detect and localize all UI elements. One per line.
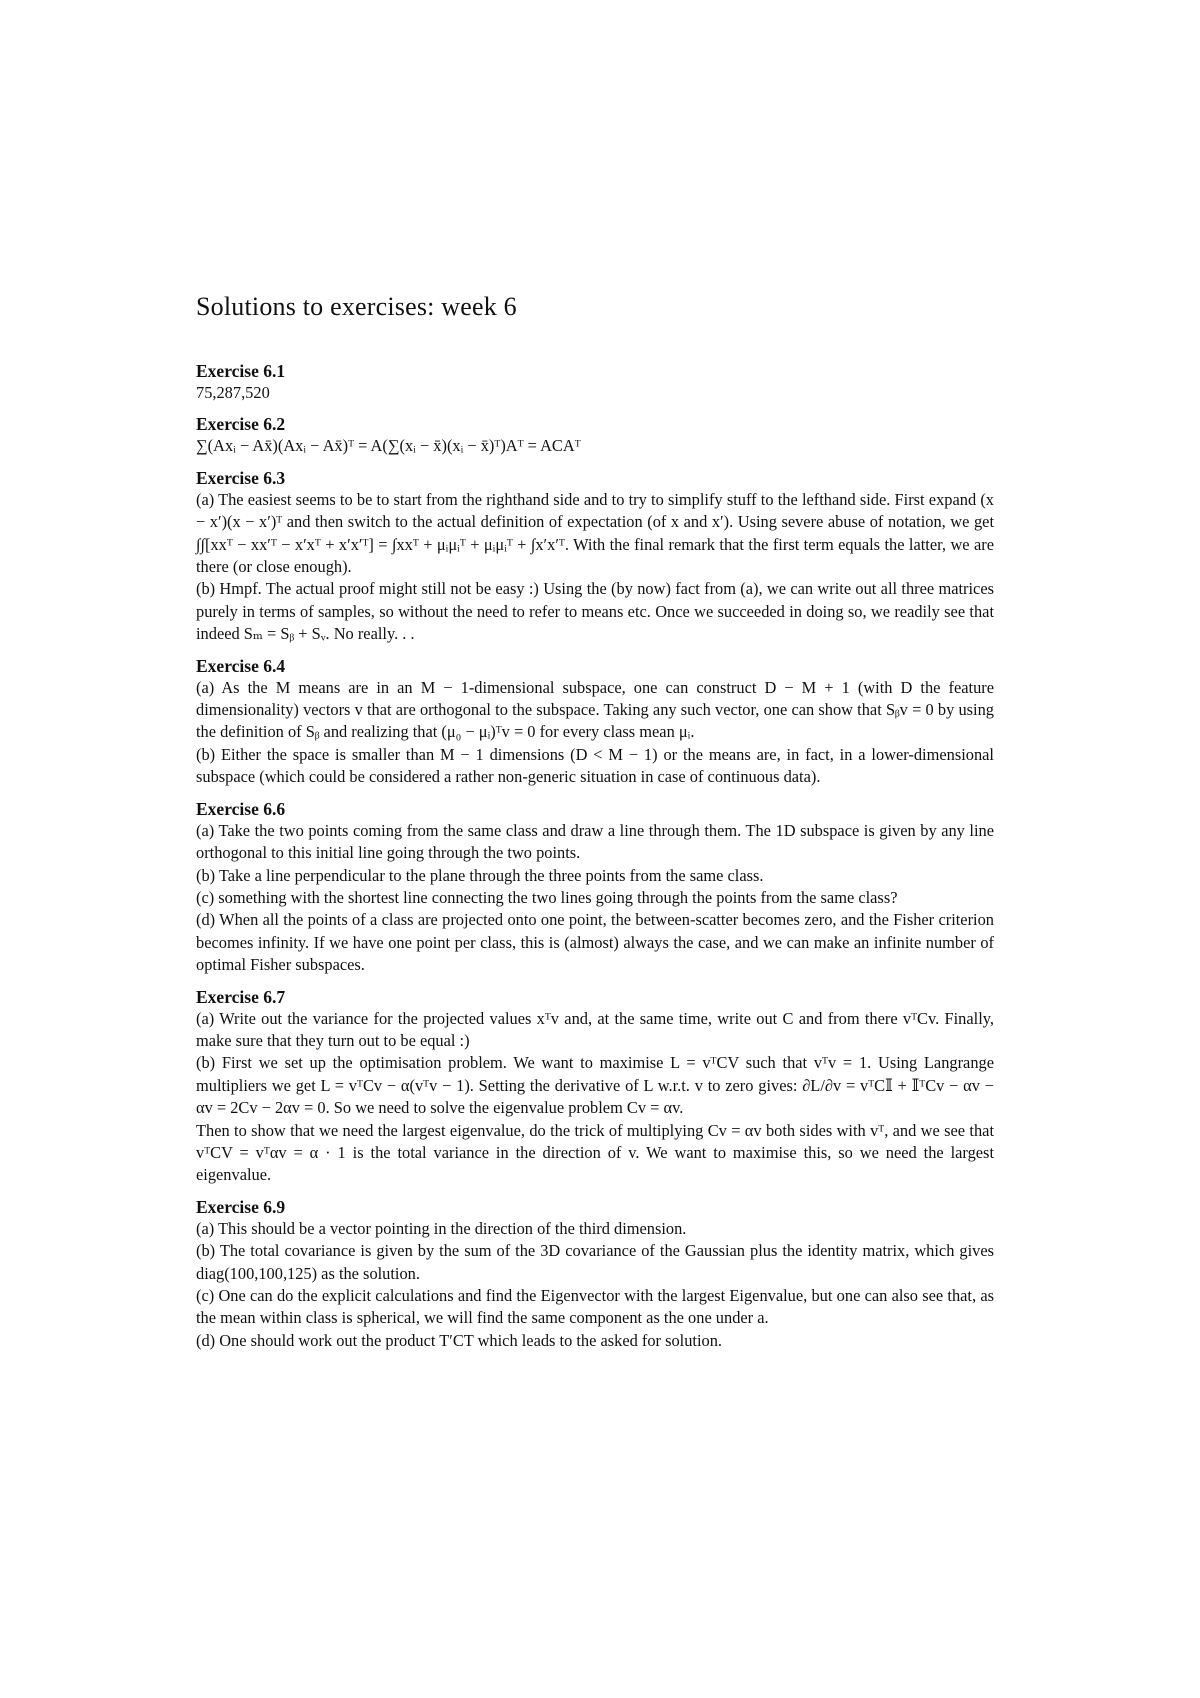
exercise-6-3 [196,467,994,646]
answer-paragraph: (b) Either the space is smaller than M − 1 dimensions (D < M − 1) or the means are, in fact, in a lower-dimensional subspace (which could be considered a rather non-generic situation in case of continuous data). [196,744,994,787]
exercise-6-4 [196,655,994,789]
exercise-heading: Exercise 6.1 [196,361,286,381]
answer-paragraph: (a) Take the two points coming from the same class and draw a line through them. The 1D subspace is given by any line orthogonal to this initial line going through the two points. [196,820,994,863]
answer-paragraph: Then to show that we need the largest eigenvalue, do the trick of multiplying Cv = αv both sides with vᵀ, and we see that vᵀCV = vᵀαv = α · 1 is the total variance in the direction of v. We want to maximise this, so we need the largest eigenvalue. [196,1120,994,1185]
exercise-heading: Exercise 6.6 [196,798,286,819]
page-title: Solutions to exercises: week 6 [196,292,517,321]
exercise-heading: Exercise 6.7 [196,986,286,1007]
answer-paragraph: (d) One should work out the product T′CT which leads to the asked for solution. [196,1330,723,1350]
answer-paragraph: ∑(Axᵢ − Ax̄)(Axᵢ − Ax̄)ᵀ = A(∑(xᵢ − x̄)(xᵢ − x̄)ᵀ)Aᵀ = ACAᵀ [196,436,581,456]
exercise-heading: Exercise 6.3 [196,467,286,488]
answer-paragraph: (a) As the M means are in an M − 1-dimensional subspace, one can construct D − M + 1 (with D the feature dimensionality) vectors v that are orthogonal to the subspace. Taking any such vector, one can show that Sᵦv = 0 by using the definition of Sᵦ and realizing that (μ₀ − μᵢ)ᵀv = 0 for every class mean μᵢ. [196,677,994,742]
answer-paragraph: (b) Take a line perpendicular to the plane through the three points from the same class. [196,865,764,885]
exercise-6-2 [196,413,994,457]
answer-paragraph: (c) something with the shortest line connecting the two lines going through the points from the same class? [196,887,898,907]
exercise-6-6 [196,798,994,977]
answer-paragraph: (b) The total covariance is given by the sum of the 3D covariance of the Gaussian plus the identity matrix, which gives diag(100,100,125) as the solution. [196,1241,994,1283]
document-page [196,292,994,1361]
answer-paragraph: (a) The easiest seems to be to start from the righthand side and to try to simplify stuff to the lefthand side. First expand (x − x′)(x − x′)ᵀ and then switch to the actual definition of expectation (of x and x′). Using severe abuse of notation, we get ∫∫[xxᵀ − xx′ᵀ − x′xᵀ + x′x′ᵀ] = ∫xxᵀ + μᵢμᵢᵀ + μᵢμᵢᵀ + ∫x′x′ᵀ. With the final remark that the first term equals the latter, we are there (or close enough). [196,489,994,577]
exercise-heading: Exercise 6.2 [196,414,286,435]
answer-paragraph: (c) One can do the explicit calculations and find the Eigenvector with the largest Eigenvalue, but one can also see that, as the mean within class is spherical, we will find the same component as the one under a. [196,1286,994,1328]
answer-paragraph: (b) Hmpf. The actual proof might still not be easy :) Using the (by now) fact from (a), we can write out all three matrices purely in terms of samples, so without the need to refer to means etc. Once we succeeded in doing so, we readily see that indeed Sₘ = Sᵦ + Sᵥ. No really. . . [196,579,994,644]
answer-paragraph: (a) This should be a vector pointing in the direction of the third dimension. [196,1218,687,1238]
answer-paragraph: (d) When all the points of a class are projected onto one point, the between-scatter becomes zero, and the Fisher criterion becomes infinity. If we have one point per class, this is (almost) always the case, and we can make an infinite number of optimal Fisher subspaces. [196,910,994,975]
answer-paragraph: (a) Write out the variance for the projected values xᵀv and, at the same time, write out C and from there vᵀCv. Finally, make sure that they turn out to be equal :) [196,1008,994,1050]
exercise-6-9 [196,1196,994,1352]
exercise-6-1 [196,360,994,404]
answer-paragraph: 75,287,520 [196,383,270,402]
answer-paragraph: (b) First we set up the optimisation problem. We want to maximise L = vᵀCV such that vᵀv = 1. Using Langrange multipliers we get L = vᵀCv − α(vᵀv − 1). Setting the derivative of L w.r.t. v to zero gives: ∂L/∂v = vᵀC𝕀 + 𝕀ᵀCv − αv − αv = 2Cv − 2αv = 0. So we need to solve the eigenvalue problem Cv = αv. [196,1053,994,1118]
exercise-6-7 [196,986,994,1187]
exercise-heading: Exercise 6.4 [196,655,286,676]
exercise-heading: Exercise 6.9 [196,1196,286,1217]
